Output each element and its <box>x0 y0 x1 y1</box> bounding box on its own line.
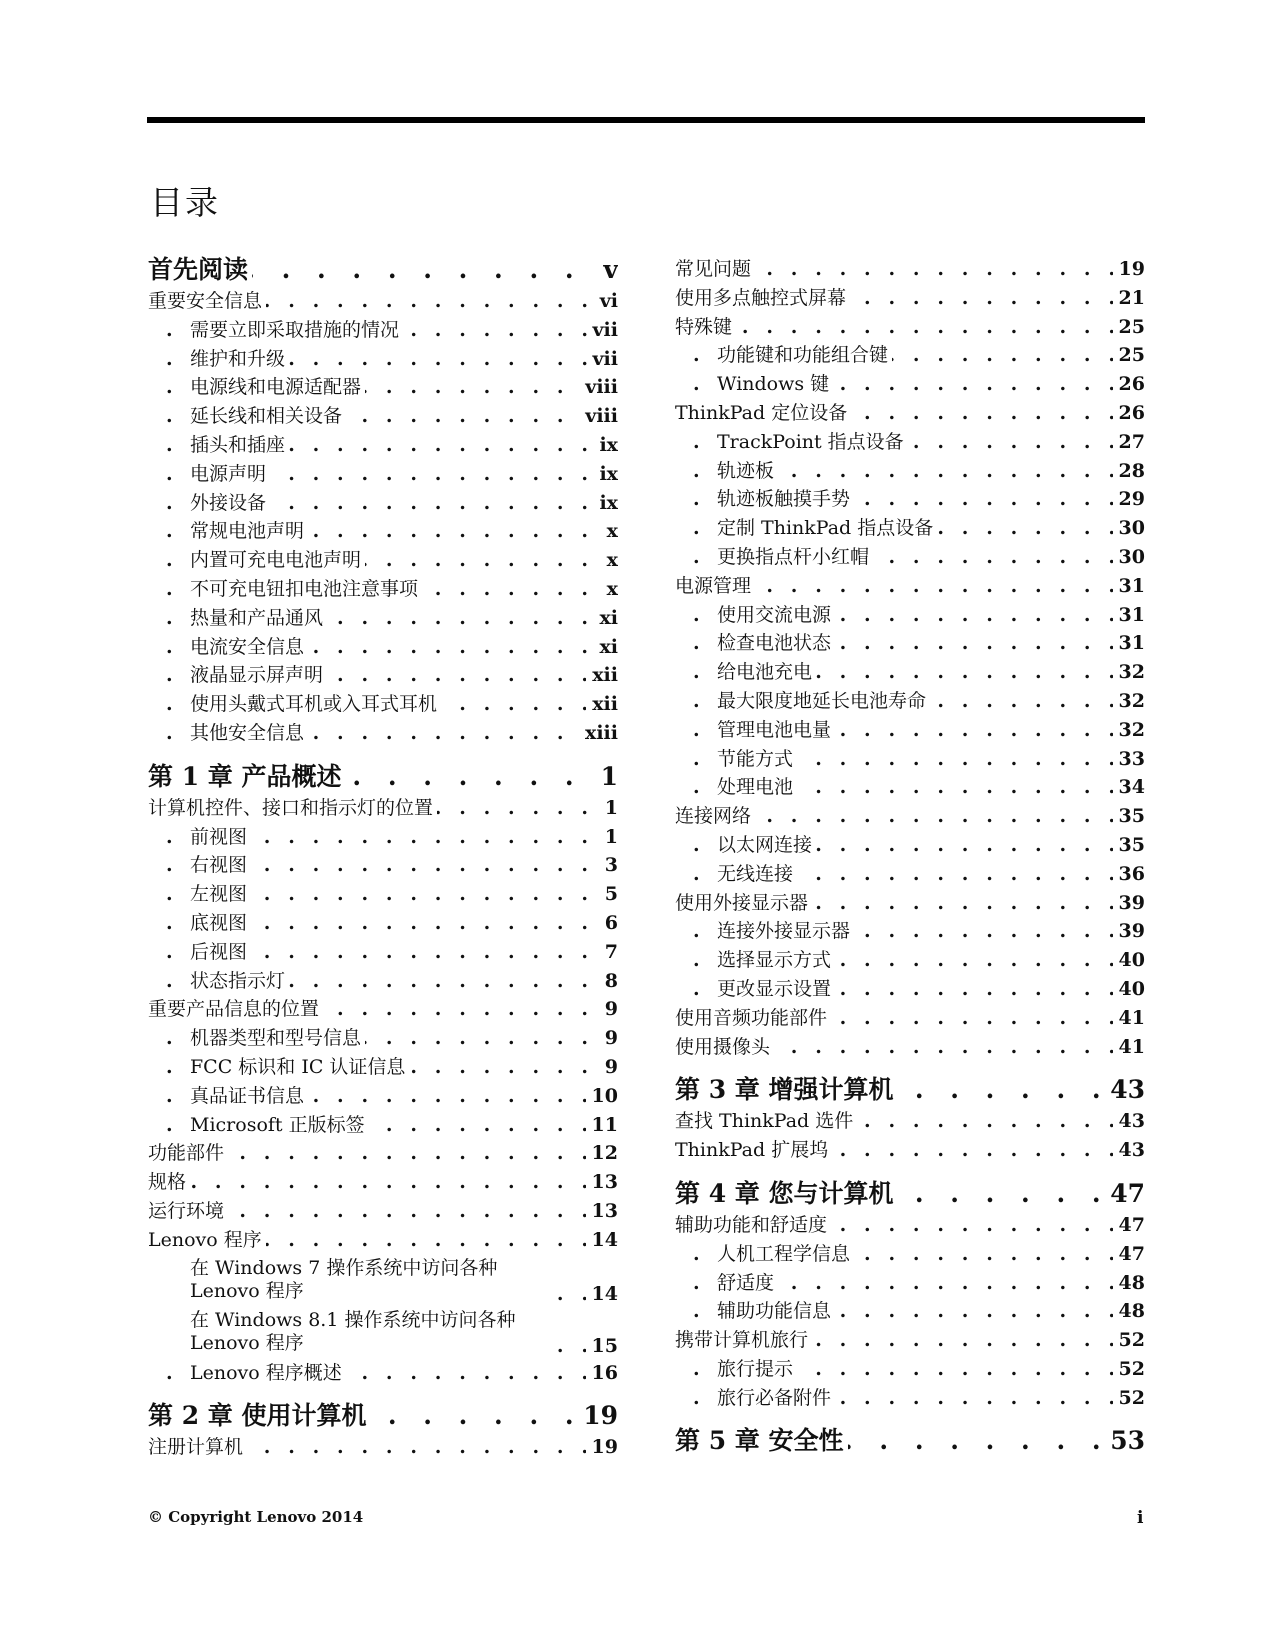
toc-entry-title: 在 Windows 7 操作系统中访问各种 Lenovo 程序 <box>190 1255 549 1303</box>
toc-entry-page: viii <box>579 402 618 431</box>
toc-chapter-entry[interactable] <box>148 255 618 285</box>
toc-entry-page: 34 <box>1113 773 1145 802</box>
toc-entry-page: 14 <box>586 1226 618 1255</box>
toc-entry[interactable] <box>675 889 1145 918</box>
toc-entry-title: 更改显示设置 <box>717 978 835 1000</box>
toc-entry[interactable] <box>675 313 1145 342</box>
toc-entry[interactable] <box>148 880 618 909</box>
toc-entry-page: viii <box>579 373 618 402</box>
toc-entry-page: 40 <box>1113 946 1145 975</box>
toc-entry-title: 功能部件 <box>148 1142 228 1164</box>
toc-entry[interactable] <box>148 633 618 662</box>
toc-entry-title: 处理电池 <box>717 776 797 798</box>
toc-entry-title: 重要安全信息 <box>148 290 266 312</box>
toc-entry-page: 31 <box>1113 629 1145 658</box>
toc-entry[interactable] <box>675 1211 1145 1240</box>
toc-entry-title: 第 5 章 安全性 <box>675 1426 848 1455</box>
toc-entry-page: 25 <box>1113 341 1145 370</box>
toc-entry[interactable] <box>675 745 1145 774</box>
toc-entry-title: 检查电池状态 <box>717 632 835 654</box>
toc-entry-page: 8 <box>599 967 618 996</box>
toc-entry-page: 3 <box>599 851 618 880</box>
toc-entry-page: ix <box>593 431 618 460</box>
toc-entry[interactable] <box>675 629 1145 658</box>
toc-entry-title: 第 1 章 产品概述 <box>148 762 346 791</box>
toc-entry-page: 19 <box>577 1401 618 1431</box>
toc-entry-title: 维护和升级 <box>190 348 289 370</box>
toc-entry[interactable] <box>148 1168 618 1197</box>
toc-entry-title: 其他安全信息 <box>190 722 308 744</box>
toc-entry-title: 常见问题 <box>675 258 755 280</box>
toc-entry-page: 16 <box>586 1359 618 1388</box>
toc-entry-title: 最大限度地延长电池寿命 <box>717 690 930 712</box>
toc-entry-title: 计算机控件、接口和指示灯的位置 <box>148 797 437 819</box>
toc-entry-title: 管理电池电量 <box>717 719 835 741</box>
toc-entry[interactable] <box>675 572 1145 601</box>
toc-entry[interactable] <box>148 1197 618 1226</box>
toc-entry-title: 状态指示灯 <box>190 970 289 992</box>
toc-entry-title: 热量和产品通风 <box>190 607 327 629</box>
toc-entry-title: 运行环境 <box>148 1200 228 1222</box>
toc-entry-page: 35 <box>1113 802 1145 831</box>
toc-entry-title: Lenovo 程序 <box>148 1229 266 1251</box>
copyright-notice: © Copyright Lenovo 2014 <box>148 1508 364 1526</box>
toc-entry-page: 28 <box>1113 457 1145 486</box>
toc-entry-title: 后视图 <box>190 941 251 963</box>
toc-entry[interactable] <box>148 1226 618 1255</box>
toc-entry-title: 第 4 章 您与计算机 <box>675 1179 898 1208</box>
toc-entry-title: 第 3 章 增强计算机 <box>675 1075 898 1104</box>
toc-entry-title: 外接设备 <box>190 492 270 514</box>
toc-entry[interactable] <box>148 661 618 690</box>
toc-entry-page: 30 <box>1113 543 1145 572</box>
toc-entry-title: ThinkPad 扩展坞 <box>675 1139 832 1161</box>
toc-entry[interactable] <box>148 1111 618 1140</box>
toc-entry-title: 使用摄像头 <box>675 1036 774 1058</box>
toc-entry-page: 41 <box>1113 1033 1145 1062</box>
toc-entry-title: 旅行必备附件 <box>717 1387 835 1409</box>
toc-chapter-entry[interactable] <box>675 1426 1145 1456</box>
toc-entry-title: Lenovo 程序概述 <box>190 1362 346 1384</box>
toc-entry-page: 13 <box>586 1168 618 1197</box>
toc-entry-title: 重要产品信息的位置 <box>148 998 323 1020</box>
toc-entry[interactable] <box>675 1355 1145 1384</box>
toc-entry-page: 43 <box>1104 1075 1145 1105</box>
toc-entry-title: 舒适度 <box>717 1272 778 1294</box>
toc-entry[interactable] <box>675 687 1145 716</box>
toc-entry-page: 47 <box>1113 1211 1145 1240</box>
toc-entry-title: 常规电池声明 <box>190 520 308 542</box>
toc-entry-page: 30 <box>1113 514 1145 543</box>
toc-entry-title: 延长线和相关设备 <box>190 405 346 427</box>
toc-entry-page: 10 <box>586 1082 618 1111</box>
toc-entry-title: 查找 ThinkPad 选件 <box>675 1110 857 1132</box>
toc-entry-title: 使用外接显示器 <box>675 892 812 914</box>
toc-entry[interactable] <box>675 975 1145 1004</box>
toc-entry-page: 6 <box>599 909 618 938</box>
toc-entry-title: 连接外接显示器 <box>717 920 854 942</box>
toc-entry-title: 选择显示方式 <box>717 949 835 971</box>
toc-entry[interactable] <box>148 345 618 374</box>
toc-entry[interactable] <box>148 546 618 575</box>
toc-entry-page: 9 <box>599 1053 618 1082</box>
toc-entry-title: 定制 ThinkPad 指点设备 <box>717 517 937 539</box>
toc-entry-title: 左视图 <box>190 883 251 905</box>
toc-entry-page: 39 <box>1113 889 1145 918</box>
toc-entry[interactable] <box>675 399 1145 428</box>
toc-entry[interactable] <box>675 341 1145 370</box>
toc-entry-page: xii <box>586 661 618 690</box>
toc-entry[interactable] <box>675 1269 1145 1298</box>
toc-entry-title: 插头和插座 <box>190 434 289 456</box>
toc-entry[interactable] <box>675 1033 1145 1062</box>
toc-entry[interactable] <box>675 1326 1145 1355</box>
toc-entry[interactable] <box>675 284 1145 313</box>
toc-entry-page: 1 <box>599 794 618 823</box>
toc-entry-title: 携带计算机旅行 <box>675 1329 812 1351</box>
toc-entry-page: ix <box>593 460 618 489</box>
toc-entry-page: 14 <box>586 1280 618 1307</box>
toc-entry-page: 7 <box>599 938 618 967</box>
toc-entry-title: 节能方式 <box>717 748 797 770</box>
toc-entry-title: 人机工程学信息 <box>717 1243 854 1265</box>
toc-entry-page: 47 <box>1104 1179 1145 1209</box>
toc-entry-page: 26 <box>1113 370 1145 399</box>
toc-entry-page: v <box>597 255 618 285</box>
toc-entry-page: 52 <box>1113 1326 1145 1355</box>
toc-entry[interactable] <box>148 1307 618 1359</box>
toc-entry[interactable] <box>675 802 1145 831</box>
toc-entry[interactable] <box>675 485 1145 514</box>
toc-entry[interactable] <box>148 1053 618 1082</box>
toc-entry[interactable] <box>675 773 1145 802</box>
toc-entry-page: 21 <box>1113 284 1145 313</box>
toc-entry-page: 26 <box>1113 399 1145 428</box>
toc-entry-title: 电源管理 <box>675 575 755 597</box>
toc-entry-title: 需要立即采取措施的情况 <box>190 319 403 341</box>
toc-entry[interactable] <box>148 794 618 823</box>
toc-entry[interactable] <box>148 287 618 316</box>
toc-entry-title: ThinkPad 定位设备 <box>675 402 851 424</box>
toc-entry-page: 9 <box>599 1024 618 1053</box>
toc-entry-page: 32 <box>1113 687 1145 716</box>
toc-entry-title: 注册计算机 <box>148 1436 247 1458</box>
toc-entry[interactable] <box>675 428 1145 457</box>
toc-entry-page: 43 <box>1113 1136 1145 1165</box>
toc-entry[interactable] <box>148 402 618 431</box>
toc-entry-title: 特殊键 <box>675 316 736 338</box>
toc-entry-title: TrackPoint 指点设备 <box>717 431 908 453</box>
page-number: i <box>1137 1508 1144 1528</box>
toc-entry-title: Windows 键 <box>717 373 833 395</box>
toc-entry-page: 29 <box>1113 485 1145 514</box>
toc-entry[interactable] <box>148 1139 618 1168</box>
toc-entry-page: 19 <box>586 1433 618 1462</box>
toc-entry-page: 19 <box>1113 255 1145 284</box>
toc-entry[interactable] <box>148 489 618 518</box>
toc-left-column <box>148 255 618 1462</box>
toc-entry-page: 25 <box>1113 313 1145 342</box>
toc-entry[interactable] <box>675 457 1145 486</box>
toc-entry-page: 32 <box>1113 658 1145 687</box>
toc-entry-page: 53 <box>1104 1426 1145 1456</box>
toc-chapter-entry[interactable] <box>148 1401 618 1431</box>
toc-entry[interactable] <box>148 316 618 345</box>
toc-entry-page: 43 <box>1113 1107 1145 1136</box>
toc-entry[interactable] <box>675 543 1145 572</box>
toc-entry[interactable] <box>675 1240 1145 1269</box>
toc-entry-title: 使用音频功能部件 <box>675 1007 831 1029</box>
toc-entry[interactable] <box>675 716 1145 745</box>
toc-entry-title: 电源线和电源适配器 <box>190 376 365 398</box>
toc-entry[interactable] <box>675 1004 1145 1033</box>
toc-entry-title: 以太网连接 <box>717 834 816 856</box>
toc-entry-page: xiii <box>579 719 618 748</box>
toc-entry[interactable] <box>675 1136 1145 1165</box>
toc-entry[interactable] <box>148 938 618 967</box>
toc-entry-page: xi <box>593 604 618 633</box>
toc-entry-title: 电源声明 <box>190 463 270 485</box>
toc-chapter-entry[interactable] <box>148 762 618 792</box>
toc-entry-page: 11 <box>586 1111 618 1140</box>
toc-entry-title: 在 Windows 8.1 操作系统中访问各种 Lenovo 程序 <box>190 1307 549 1355</box>
toc-entry-page: 40 <box>1113 975 1145 1004</box>
toc-entry-title: 给电池充电 <box>717 661 816 683</box>
toc-entry[interactable] <box>675 860 1145 889</box>
toc-entry-page: 52 <box>1113 1355 1145 1384</box>
toc-entry[interactable] <box>148 431 618 460</box>
toc-entry[interactable] <box>148 604 618 633</box>
toc-entry[interactable] <box>148 517 618 546</box>
toc-entry-page: x <box>601 546 618 575</box>
toc-entry[interactable] <box>675 1297 1145 1326</box>
toc-entry-page: 52 <box>1113 1384 1145 1413</box>
toc-entry-page: xii <box>586 690 618 719</box>
toc-entry-title: 真品证书信息 <box>190 1085 308 1107</box>
toc-right-column <box>675 255 1145 1458</box>
toc-entry-page: 48 <box>1113 1297 1145 1326</box>
toc-entry[interactable] <box>675 831 1145 860</box>
toc-entry[interactable] <box>148 575 618 604</box>
toc-entry-title: 使用多点触控式屏幕 <box>675 287 850 309</box>
toc-entry-page: 36 <box>1113 860 1145 889</box>
toc-entry[interactable] <box>675 514 1145 543</box>
toc-entry-title: 液晶显示屏声明 <box>190 664 327 686</box>
toc-entry-title: 轨迹板 <box>717 460 778 482</box>
toc-entry[interactable] <box>675 1384 1145 1413</box>
toc-entry-page: 31 <box>1113 572 1145 601</box>
toc-entry[interactable] <box>675 946 1145 975</box>
toc-entry-title: 连接网络 <box>675 805 755 827</box>
toc-entry-title: 首先阅读 <box>148 255 252 284</box>
toc-entry[interactable] <box>148 460 618 489</box>
toc-entry[interactable] <box>675 1107 1145 1136</box>
toc-entry[interactable] <box>148 823 618 852</box>
toc-entry[interactable] <box>675 255 1145 284</box>
toc-entry-page: 1 <box>595 762 618 792</box>
toc-entry-page: 33 <box>1113 745 1145 774</box>
toc-entry-page: 31 <box>1113 601 1145 630</box>
toc-entry-title: FCC 标识和 IC 认证信息 <box>190 1056 409 1078</box>
toc-entry-title: 右视图 <box>190 854 251 876</box>
toc-entry-page: 41 <box>1113 1004 1145 1033</box>
toc-entry[interactable] <box>148 909 618 938</box>
toc-entry[interactable] <box>148 1082 618 1111</box>
toc-entry[interactable] <box>148 690 618 719</box>
toc-entry-page: x <box>601 575 618 604</box>
toc-entry-title: 底视图 <box>190 912 251 934</box>
toc-entry-title: 功能键和功能组合键 <box>717 344 892 366</box>
toc-entry-title: 前视图 <box>190 826 251 848</box>
toc-entry[interactable] <box>675 601 1145 630</box>
toc-entry[interactable] <box>148 719 618 748</box>
toc-entry-page: 15 <box>586 1332 618 1359</box>
toc-entry-page: x <box>601 517 618 546</box>
toc-entry-title: 旅行提示 <box>717 1358 797 1380</box>
toc-entry-page: 12 <box>586 1139 618 1168</box>
toc-entry[interactable] <box>148 851 618 880</box>
toc-entry-page: 39 <box>1113 917 1145 946</box>
toc-entry-page: 35 <box>1113 831 1145 860</box>
toc-entry-page: 48 <box>1113 1269 1145 1298</box>
toc-entry-title: 轨迹板触摸手势 <box>717 488 854 510</box>
toc-entry[interactable] <box>148 967 618 996</box>
toc-entry-title: 电流安全信息 <box>190 636 308 658</box>
toc-entry-title: 无线连接 <box>717 863 797 885</box>
toc-entry[interactable] <box>148 995 618 1024</box>
toc-entry-page: ix <box>593 489 618 518</box>
toc-entry[interactable] <box>675 658 1145 687</box>
toc-entry-page: 27 <box>1113 428 1145 457</box>
toc-entry-page: 1 <box>599 823 618 852</box>
toc-entry[interactable] <box>148 373 618 402</box>
toc-entry-title: 第 2 章 使用计算机 <box>148 1401 371 1430</box>
toc-entry-title: 使用交流电源 <box>717 604 835 626</box>
page-title: 目录 <box>150 183 220 222</box>
toc-entry-page: 47 <box>1113 1240 1145 1269</box>
toc-entry-page: vii <box>587 316 618 345</box>
toc-entry-title: Microsoft 正版标签 <box>190 1114 369 1136</box>
toc-entry-page: vi <box>594 287 618 316</box>
toc-entry-page: 32 <box>1113 716 1145 745</box>
toc-entry-page: vii <box>587 345 618 374</box>
toc-entry[interactable] <box>675 370 1145 399</box>
toc-entry-page: 9 <box>599 995 618 1024</box>
toc-entry[interactable] <box>148 1359 618 1388</box>
toc-entry-title: 辅助功能和舒适度 <box>675 1214 831 1236</box>
toc-entry-page: xi <box>593 633 618 662</box>
toc-entry-title: 机器类型和型号信息 <box>190 1027 365 1049</box>
toc-entry-title: 不可充电钮扣电池注意事项 <box>190 578 422 600</box>
toc-entry-title: 更换指点杆小红帽 <box>717 546 873 568</box>
toc-entry[interactable] <box>675 917 1145 946</box>
top-rule <box>147 117 1145 123</box>
toc-entry[interactable] <box>148 1433 618 1462</box>
toc-entry-page: 13 <box>586 1197 618 1226</box>
toc-entry-page: 5 <box>599 880 618 909</box>
toc-entry[interactable] <box>148 1255 618 1307</box>
toc-entry-title: 使用头戴式耳机或入耳式耳机 <box>190 693 441 715</box>
toc-entry-title: 内置可充电电池声明 <box>190 549 365 571</box>
toc-chapter-entry[interactable] <box>675 1179 1145 1209</box>
toc-entry[interactable] <box>148 1024 618 1053</box>
toc-entry-title: 规格 <box>148 1171 190 1193</box>
toc-chapter-entry[interactable] <box>675 1075 1145 1105</box>
toc-entry-title: 辅助功能信息 <box>717 1300 835 1322</box>
